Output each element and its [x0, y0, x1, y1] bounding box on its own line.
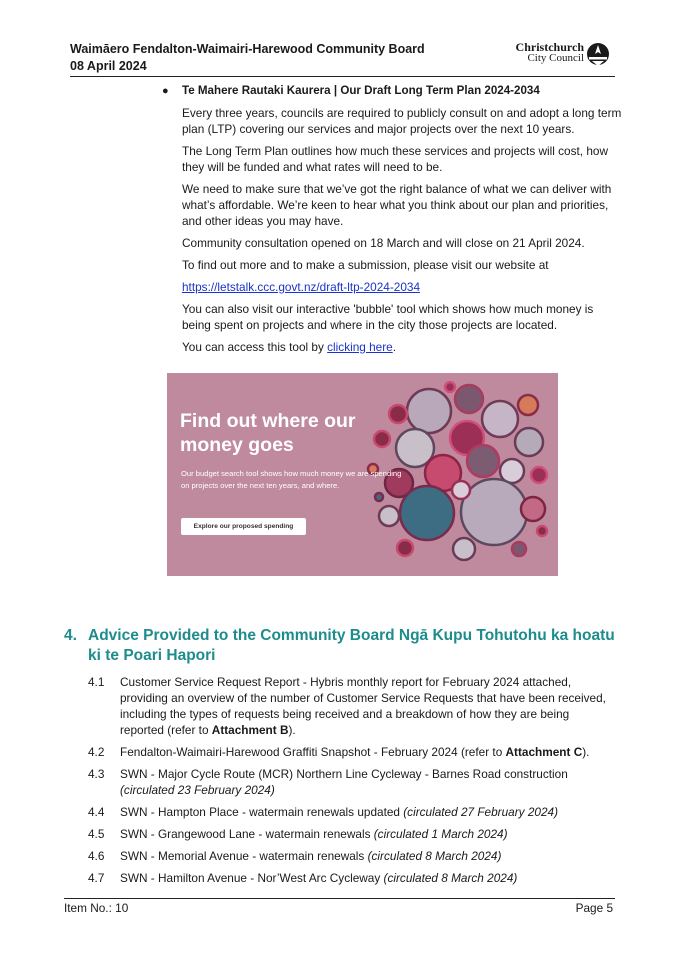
meeting-date: 08 April 2024: [70, 59, 147, 73]
attachment-reference: Attachment B: [211, 723, 289, 737]
ltp-paragraph-6: You can also visit our interactive 'bubble' tool which shows how much money is being spent on projects and where in the city those projects are located.: [182, 302, 594, 332]
advice-item-text-end: ).: [288, 723, 296, 737]
ltp-link-line: [182, 279, 622, 295]
attachment-reference: Attachment C: [505, 745, 583, 759]
ltp-heading: ● Te Mahere Rautaki Kaurera | Our Draft Long Term Plan 2024-2034: [162, 84, 540, 97]
board-name: Waimāero Fendalton-Waimairi-Harewood Community Board: [70, 42, 425, 56]
ltp-paragraph-7: You can access this tool by clicking here.: [182, 340, 397, 354]
advice-item-number: 4.5: [88, 827, 105, 841]
budget-tool-banner[interactable]: [167, 373, 558, 576]
ltp-paragraph-4: Community consultation opened on 18 March and will close on 21 April 2024.: [182, 236, 585, 250]
advice-item-text: SWN - Hamilton Avenue - Nor’West Arc Cycleway: [120, 871, 384, 885]
section-number: 4.: [64, 627, 77, 644]
banner-title: Find out where our money goes: [180, 410, 356, 456]
ltp-bullet: [160, 83, 620, 355]
advice-item-text: Fendalton-Waimairi-Harewood Graffiti Snapshot - February 2024 (refer to: [120, 745, 506, 759]
footer-divider: [64, 898, 615, 899]
page-header: [70, 41, 610, 81]
ltp-paragraph-1: Every three years, councils are required to publicly consult on and adopt a long term plan (LTP) covering our services and major projects over the next 10 years.: [182, 106, 622, 136]
advice-item-text: Customer Service Request Report - Hybris monthly report for February 2024 attached, providing an overview of the number of Customer Service Requests that have been received, including the types of requests being received and a breakdown of how they are being reported (refer to: [120, 675, 606, 737]
advice-item-text-end: ).: [582, 745, 590, 759]
advice-item: [64, 870, 610, 886]
advice-item-number: 4.7: [88, 871, 105, 885]
advice-item-text: SWN - Hampton Place - watermain renewals updated: [120, 805, 404, 819]
page-number: Page 5: [575, 901, 613, 915]
advice-item: [64, 766, 610, 798]
logo-line2: City Council: [527, 52, 584, 64]
advice-item-number: 4.1: [88, 675, 105, 689]
advice-item-text: SWN - Major Cycle Route (MCR) Northern Line Cycleway - Barnes Road construction: [120, 767, 568, 781]
advice-item-text: SWN - Grangewood Lane - watermain renewals: [120, 827, 374, 841]
header-divider: [70, 76, 615, 77]
advice-item: [64, 848, 610, 864]
section-heading: [64, 626, 624, 666]
advice-item-text: SWN - Memorial Avenue - watermain renewals: [120, 849, 368, 863]
circulated-date: (circulated 27 February 2024): [403, 805, 558, 819]
advice-item-number: 4.6: [88, 849, 105, 863]
advice-item-number: 4.4: [88, 805, 105, 819]
advice-items: [64, 674, 624, 886]
cathedral-logo-icon: [586, 42, 610, 68]
circulated-date: (circulated 23 February 2024): [120, 783, 275, 797]
item-number: Item No.: 10: [64, 901, 129, 915]
banner-description: Our budget search tool shows how much money we are spending on projects over the next ten years, and where.: [181, 469, 402, 490]
bullet-icon: ●: [162, 85, 169, 97]
circulated-date: (circulated 1 March 2024): [373, 827, 508, 841]
explore-spending-button[interactable]: Explore our proposed spending: [181, 518, 306, 535]
council-logo: [500, 41, 610, 71]
ltp-paragraph-3: We need to make sure that we’ve got the right balance of what we can deliver with what’s affordable. We’re keen to hear what you think about our plan and priorities, and other ideas you may have.: [182, 182, 612, 228]
advice-item-number: 4.2: [88, 745, 105, 759]
letstalk-link[interactable]: https://letstalk.ccc.govt.nz/draft-ltp-2024-2034: [182, 280, 421, 294]
section-title: Advice Provided to the Community Board Ngā Kupu Tohutohu ka hoatu ki te Poari Hapori: [88, 627, 615, 664]
advice-item: [64, 804, 610, 820]
advice-item: [64, 744, 610, 760]
advice-item: [64, 674, 610, 738]
ltp-paragraph-2: The Long Term Plan outlines how much these services and projects will cost, how they will be funded and what rates will need to be.: [182, 144, 608, 174]
circulated-date: (circulated 8 March 2024): [383, 871, 518, 885]
advice-item: [64, 826, 610, 842]
advice-item-number: 4.3: [88, 767, 105, 781]
circulated-date: (circulated 8 March 2024): [367, 849, 502, 863]
logo-line1: Christchurch: [515, 40, 584, 54]
clicking-here-link[interactable]: clicking here: [327, 340, 393, 354]
advice-section: [64, 626, 624, 892]
ltp-paragraph-5: To find out more and to make a submission, please visit our website at: [182, 258, 549, 272]
